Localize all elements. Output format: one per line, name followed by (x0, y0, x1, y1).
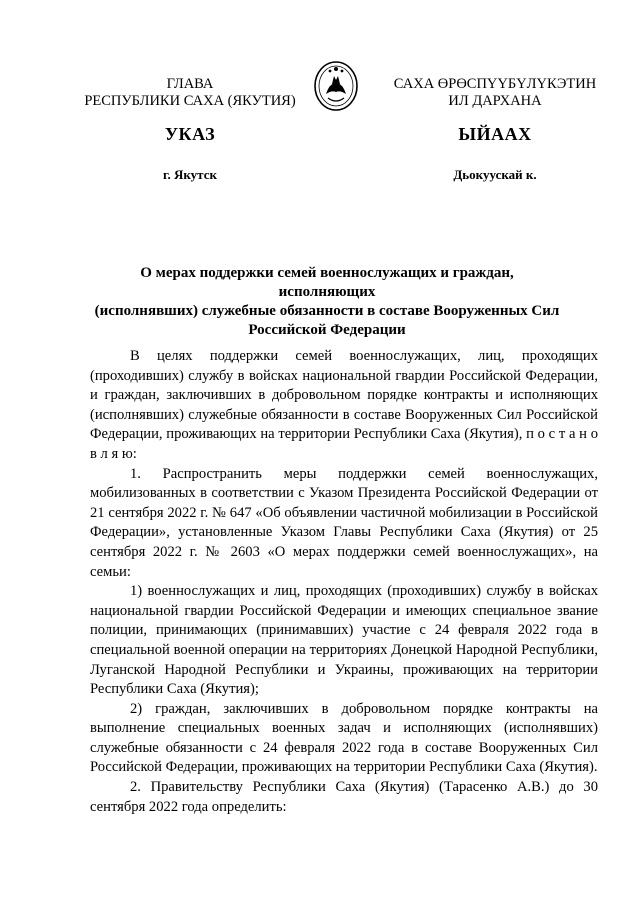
city-ru: г. Якутск (163, 167, 217, 182)
body-paragraph: 1) военнослужащих и лиц, проходящих (проходивших) службу в войсках национальной гвардии Российской Федерации и имеющих специальное звание полиции, принимающих (принимавших) участие с 24 февраля 2022 года в специальной военной операции на территориях Донецкой Народной Республики, Луганской Народной Республики и Украины, проживающих на территории Республики Саха (Якутия); (90, 583, 598, 698)
subject-line: Российской Федерации (248, 322, 406, 338)
decree-body (90, 347, 598, 817)
decree-subject (92, 264, 562, 340)
doc-type-title-ru: УКАЗ (164, 124, 216, 144)
issuer-right-line2: ИЛ ДАРХАНА (448, 93, 542, 109)
body-paragraph: 2) граждан, заключивших в добровольном порядке контракты на выполнение специальных военных задач и исполняющих (исполнявших) служебные обязанности с 24 февраля 2022 года в составе Вооруженных Сил Российской Федерации, проживающих на территории Республики Саха (Якутия). (90, 700, 598, 776)
subject-line: (исполнявших) служебные обязанности в составе Вооруженных Сил (94, 303, 560, 319)
body-paragraph: 1. Распространить меры поддержки семей военнослужащих, мобилизованных в соответствии с Указом Президента Российской Федерации от 21 сентября 2022 г. № 647 «Об объявлении частичной мобилизации в Российской Федерации», установленные Указом Главы Республики Саха (Якутия) от 25 сентября 2022 г. № 2603 «О мерах поддержки семей военнослужащих», на семьи: (90, 465, 598, 580)
issuer-right (360, 76, 630, 110)
subject-line: О мерах поддержки семей военнослужащих и граждан, исполняющих (140, 265, 514, 300)
issuer-right-line1: САХА ӨРӨСПҮҮБҮЛҮКЭТИН (393, 76, 597, 92)
issuer-left-line1: ГЛАВА (166, 76, 214, 92)
body-paragraph: 2. Правительству Республики Саха (Якутия) (Тарасенко А.В.) до 30 сентября 2022 года определить: (90, 779, 598, 815)
coat-of-arms-icon (312, 60, 360, 112)
issuer-left (60, 76, 320, 110)
issuer-left-line2: РЕСПУБЛИКИ САХА (ЯКУТИЯ) (84, 93, 296, 109)
city-sah: Дьокуускай к. (453, 167, 537, 182)
body-paragraph: В целях поддержки семей военнослужащих, лиц, проходящих (проходивших) службу в войсках национальной гвардии Российской Федерации, и граждан, заключивших в добровольном порядке контракты и исполняющих (исполнявших) служебные обязанности в составе Вооруженных Сил Российской Федерации, проживающих на территории Республики Саха (Якутия), п о с т а н о в л я ю: (90, 348, 598, 462)
doc-type-title-sah: ЫЙААХ (458, 124, 532, 144)
